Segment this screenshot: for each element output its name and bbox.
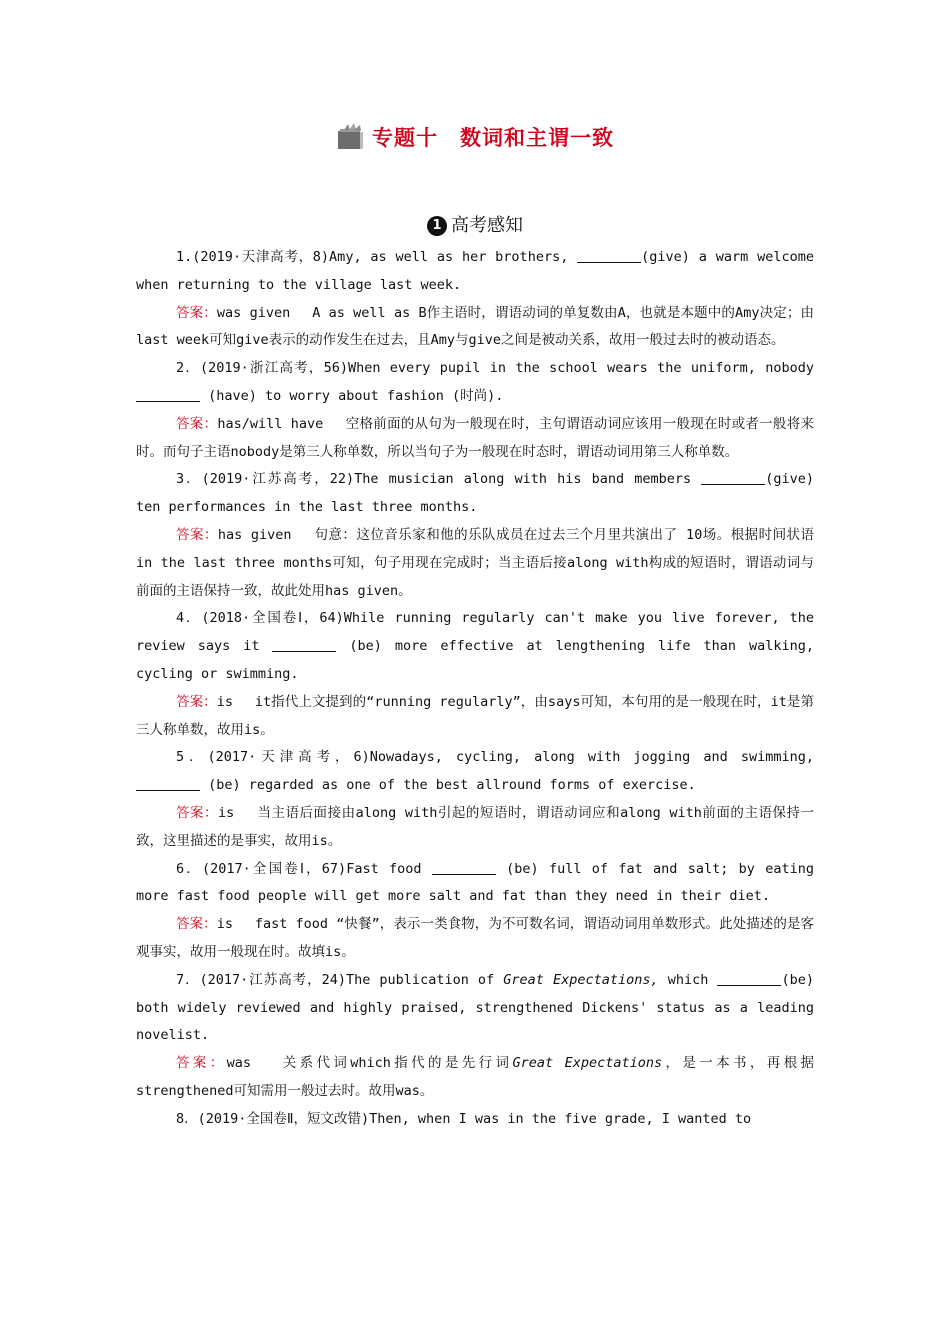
answer-label: 答案： — [176, 304, 217, 321]
answer-3: 答案：has given 句意：这位音乐家和他的乐队成员在过去三个月里共演出了 10场。根据时间状语 in the last three months可知，句子用现在完成时；当主语后接along with构成的短语时，谓语动词与前面的主语保持一致，故此处用has given。 — [136, 526, 814, 599]
answer-blank — [717, 971, 781, 986]
answer-blank — [136, 776, 200, 791]
question-6: 6．(2017·全国卷Ⅰ，67)Fast food (be) full of fat and salt; by eating more fast food people will get more salt and fat than they need in their diet. — [136, 860, 814, 905]
answer-blank — [272, 637, 336, 652]
book-title: Great Expectations, — [503, 971, 659, 988]
answer-label: 答案： — [176, 526, 218, 543]
answer-label: 答案： — [176, 1055, 227, 1072]
answer-label: 答案： — [176, 693, 217, 710]
answer-label: 答案： — [176, 804, 219, 821]
question-8: 8．(2019·全国卷Ⅱ，短文改错)Then, when I was in the five grade, I wanted to — [176, 1110, 752, 1127]
answer-blank — [432, 860, 496, 875]
answer-5: 答案：is 当主语后面接由along with引起的短语时，谓语动词应和along with前面的主语保持一致，这里描述的是事实，故用is。 — [136, 804, 814, 849]
answer-2: 答案：has/will have 空格前面的从句为一般现在时，主句谓语动词应该用一般现在时或者一般将来时。而句子主语nobody是第三人称单数，所以当句子为一般现在时态时，谓语动词用第三人称单数。 — [136, 415, 814, 460]
section-heading — [0, 211, 950, 237]
page-title — [0, 122, 950, 156]
book-title: Great Expectations — [512, 1055, 663, 1072]
answer-blank — [136, 387, 200, 402]
answer-4: 答案：is it指代上文提到的“running regularly”，由says可知，本句用的是一般现在时，it是第三人称单数，故用is。 — [136, 693, 814, 738]
answer-label: 答案： — [176, 916, 217, 933]
answer-1: 答案：was given A as well as B作主语时，谓语动词的单复数由A，也就是本题中的Amy决定；由last week可知give表示的动作发生在过去，且Amy与give之间是被动关系，故用一般过去时的被动语态。 — [136, 304, 815, 349]
question-list — [136, 244, 814, 1134]
question-7: 7．(2017·江苏高考，24)The publication of Great Expectations, which (be) both widely reviewed and highly praised, strengthened Dickens' status as a leading novelist. — [136, 971, 814, 1044]
answer-6: 答案：is fast food “快餐”，表示一类食物，为不可数名词，谓语动词用单数形式。此处描述的是客观事实，故用一般现在时。故填is。 — [136, 916, 814, 960]
question-5: 5．(2017·天津高考，6)Nowadays, cycling, along with jogging and swimming, (be) regarded as one of the best allround forms of exercise. — [136, 744, 814, 800]
section-number-badge: 1 — [427, 216, 447, 236]
answer-blank — [701, 470, 765, 485]
book-icon — [336, 123, 366, 156]
question-1: 1.(2019·天津高考，8)Amy, as well as her brothers, (give) a warm welcome when returning to the village last week. — [136, 249, 814, 293]
section-title: 高考感知 — [451, 215, 523, 236]
answer-label: 答案： — [176, 415, 218, 432]
title-text: 专题十 数词和主谓一致 — [372, 126, 614, 150]
answer-7: 答案：was 关系代词which指代的是先行词Great Expectations，是一本书，再根据strengthened可知需用一般过去时。故用was。 — [136, 1055, 815, 1099]
answer-blank — [577, 248, 641, 263]
question-3: 3．(2019·江苏高考，22)The musician along with his band members (give) ten performances in the last three months. — [136, 471, 814, 516]
question-2: 2．(2019·浙江高考，56)When every pupil in the school wears the uniform, nobody (have) to worry about fashion (时尚). — [136, 355, 814, 411]
question-4: 4．(2018·全国卷Ⅰ，64)While running regularly can't make you live forever, the review says it (be) more effective at lengthening life than walking, cycling or swimming. — [136, 610, 814, 682]
